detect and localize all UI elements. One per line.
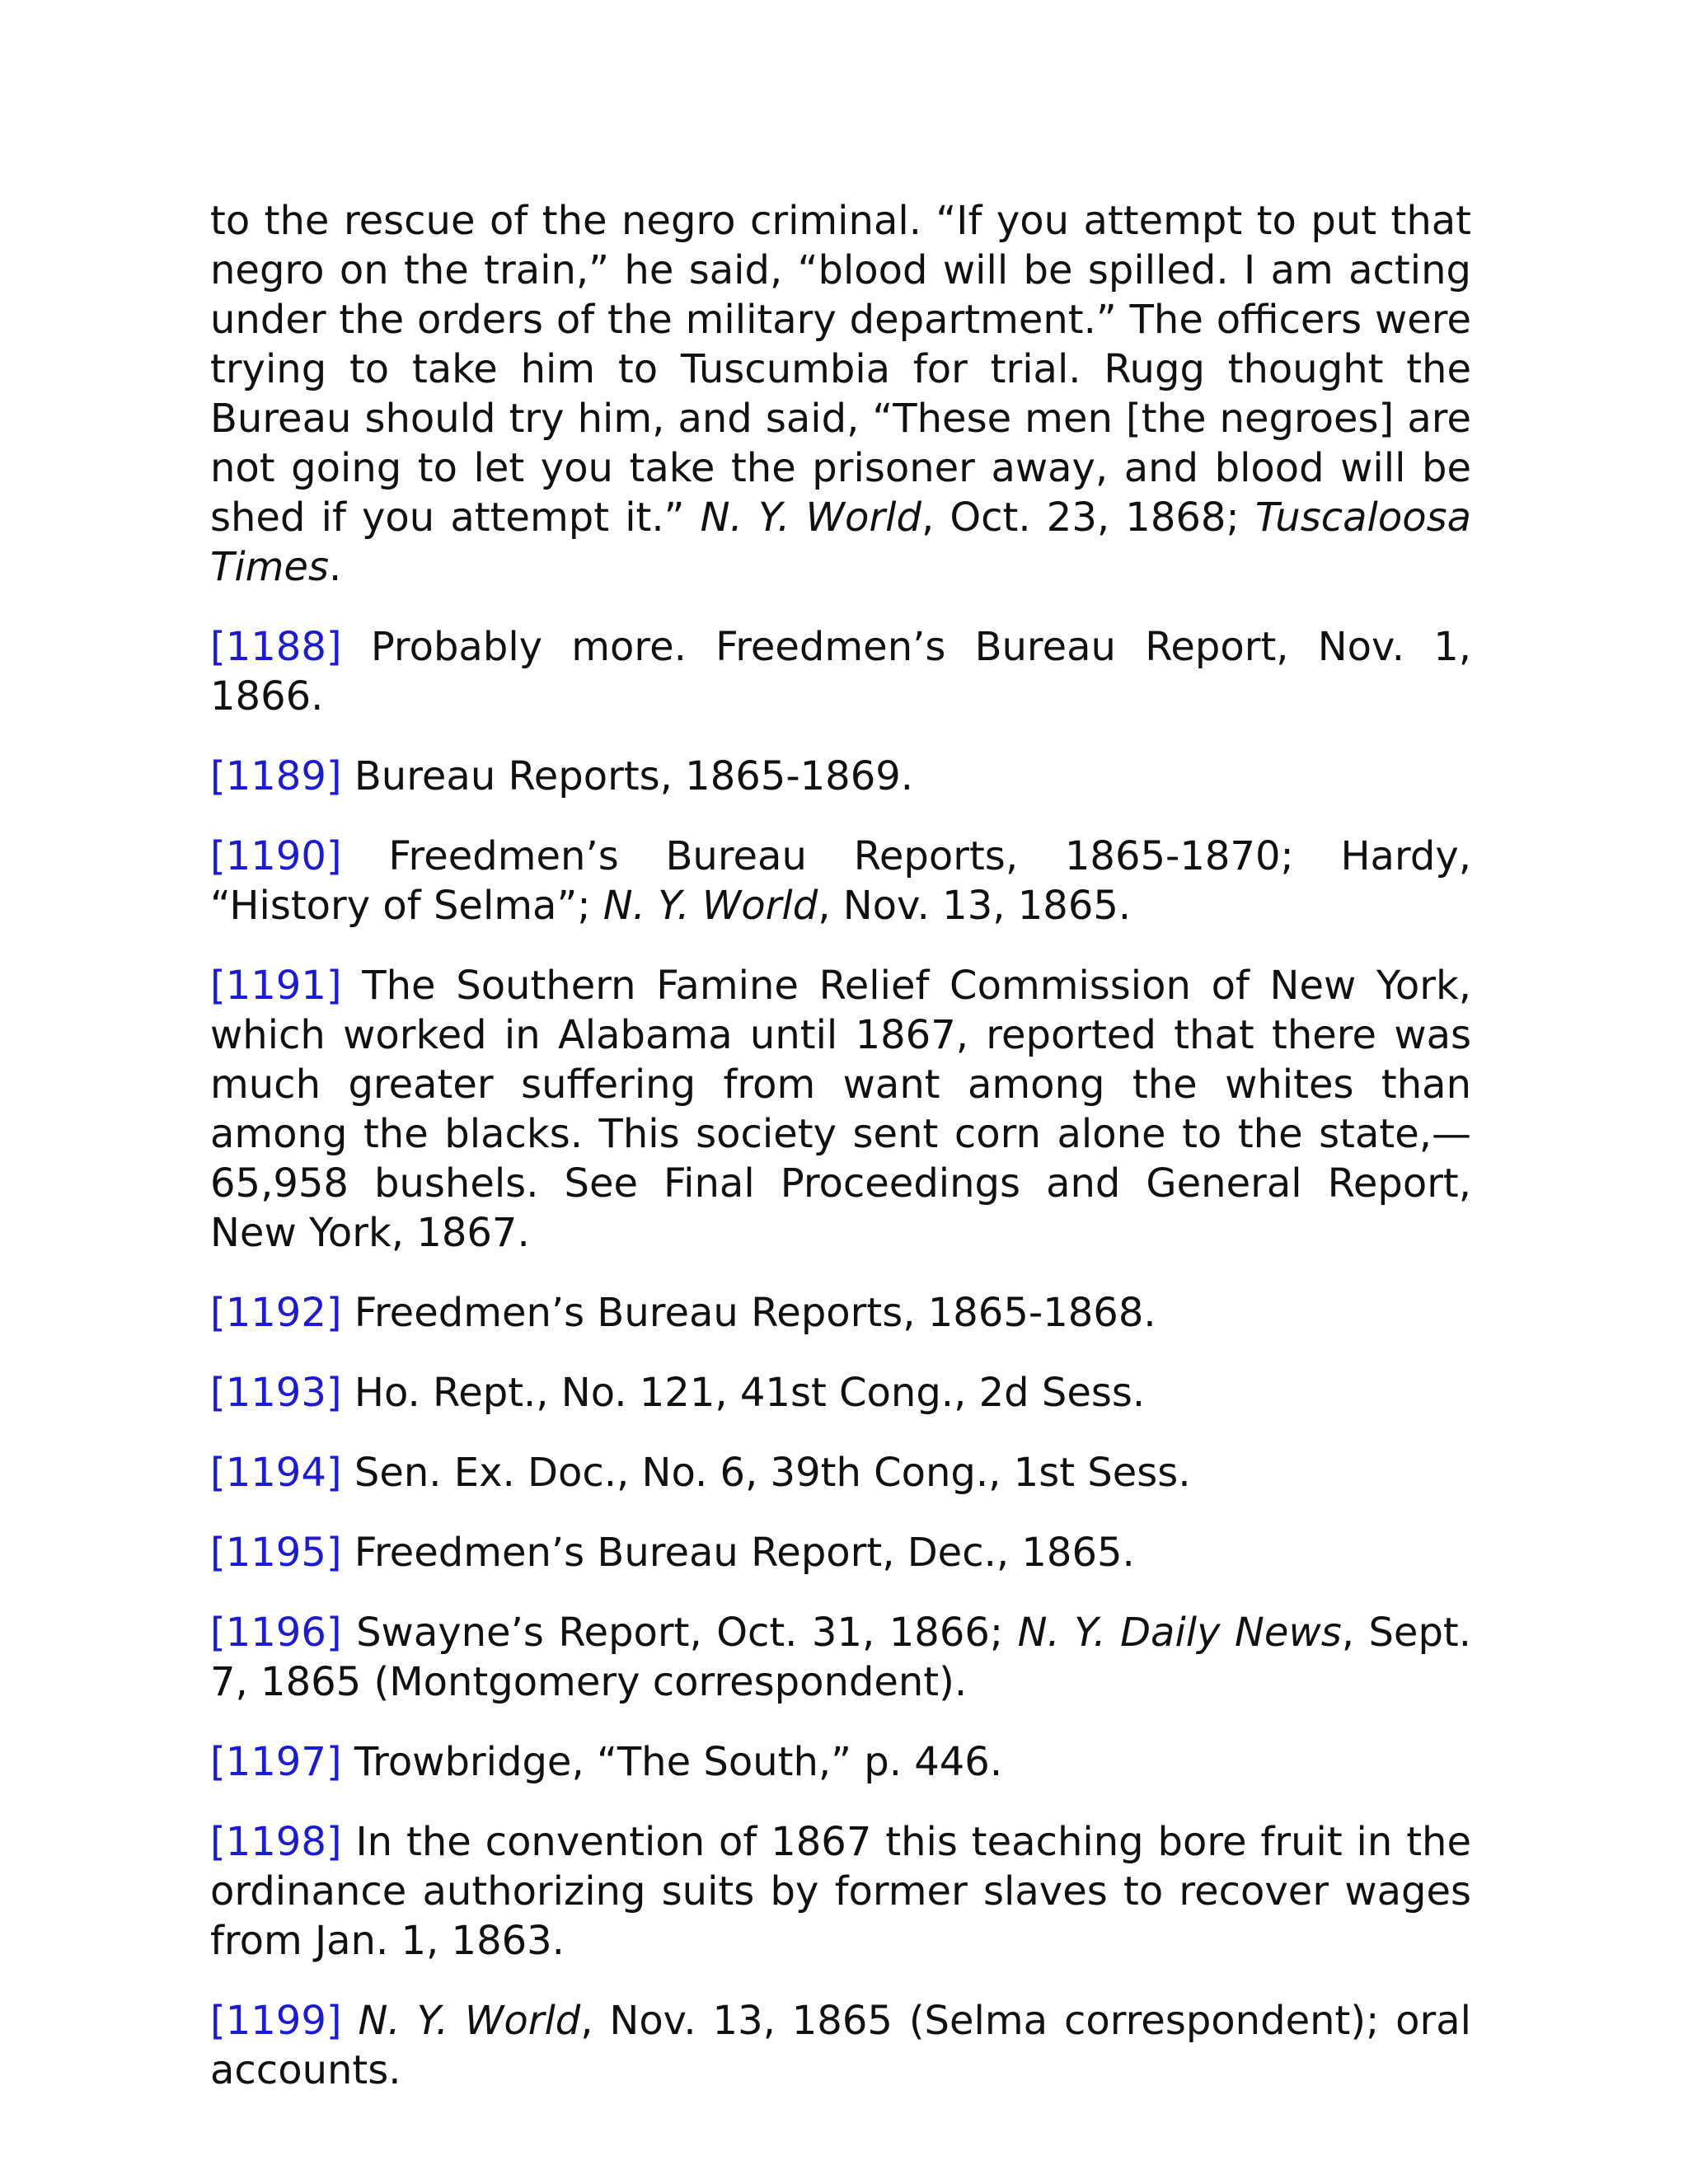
footnote-1196 [210,1608,1471,1707]
footnote-text: Probably more. Freedmen’s Bureau Report, Nov. 1, 1866. [210,624,1471,719]
footnote-ref-link[interactable]: [1198] [210,1819,342,1865]
footnote-text: Bureau Reports, 1865-1869. [341,753,914,799]
footnote-text: Trowbridge, “The South,” p. 446. [341,1739,1003,1785]
footnote-ref-link[interactable]: [1195] [210,1530,342,1576]
footnote-italic: N. Y. Daily News [1017,1610,1342,1656]
footnote-text: , Nov. 13, 1865 (Selma correspondent); oral accounts. [210,1998,1471,2093]
footnote-text: Freedmen’s Bureau Reports, 1865-1870; Hardy, “History of Selma”; [210,833,1471,929]
footnote-1197 [210,1737,1471,1787]
continuation-paragraph [210,196,1471,592]
footnote-text [342,1998,359,2044]
footnote-text: Ho. Rept., No. 121, 41st Cong., 2d Sess. [341,1370,1146,1416]
footnote-text: The Southern Famine Relief Commission of New York, which worked in Alabama until 1867, reported that there was much greater suffering from want among the whites than among the blacks. This society sent corn alone to the state,—65,958 bushels. See Final Proceedings and General Report, New York, 1867. [210,963,1471,1256]
footnote-italic: N. Y. World [358,1998,581,2044]
footnote-ref-link[interactable]: [1188] [210,624,342,670]
footnote-1191 [210,961,1471,1258]
footnote-ref-link[interactable]: [1191] [210,963,342,1009]
footnote-ref-link[interactable]: [1189] [210,753,342,799]
footnote-text: In the convention of 1867 this teaching bore fruit in the ordinance authorizing suits by former slaves to recover wages from Jan. 1, 1863. [210,1819,1471,1964]
footnote-text: Freedmen’s Bureau Reports, 1865-1868. [341,1290,1156,1336]
footnote-text: Swayne’s Report, Oct. 31, 1866; [341,1610,1018,1656]
footnote-text: Sen. Ex. Doc., No. 6, 39th Cong., 1st Sess. [341,1450,1191,1496]
footnote-1188 [210,622,1471,721]
footnote-1198 [210,1817,1471,1966]
footnote-text: Freedmen’s Bureau Report, Dec., 1865. [341,1530,1135,1576]
footnote-text: , Sept. 7, 1865 (Montgomery correspondent). [210,1610,1472,1705]
footnote-ref-link[interactable]: [1193] [210,1370,342,1416]
footnote-text: , Nov. 13, 1865. [818,883,1132,929]
footnote-1199 [210,1996,1471,2095]
footnote-1193 [210,1368,1471,1418]
footnote-1192 [210,1288,1471,1338]
continuation-text-2: , Oct. 23, 1868; [921,494,1255,541]
footnote-1189 [210,752,1471,801]
continuation-text-3: . [328,544,342,590]
footnote-ref-link[interactable]: [1192] [210,1290,342,1336]
footnote-1194 [210,1448,1471,1497]
footnote-ref-link[interactable]: [1199] [210,1998,342,2044]
footnote-1195 [210,1528,1471,1577]
footnote-ref-link[interactable]: [1196] [210,1610,342,1656]
continuation-text-1: to the rescue of the negro criminal. “If you attempt to put that negro on the train,” he said, “blood will be spilled. I am acting under the orders of the military department.” The officers were trying to take him to Tuscumbia for trial. Rugg thought the Bureau should try him, and said, “These men [the negroes] are not going to let you take the prisoner away, and blood will be shed if you attempt it.” [210,198,1471,541]
continuation-italic-1: N. Y. World [700,494,921,541]
footnote-italic: N. Y. World [603,883,818,929]
footnote-ref-link[interactable]: [1197] [210,1739,342,1785]
document-page [210,196,1471,2125]
footnote-1190 [210,832,1471,930]
footnote-ref-link[interactable]: [1190] [210,833,342,879]
footnote-ref-link[interactable]: [1194] [210,1450,342,1496]
continuation-italic-2: Tuscaloosa Times [210,494,1472,590]
